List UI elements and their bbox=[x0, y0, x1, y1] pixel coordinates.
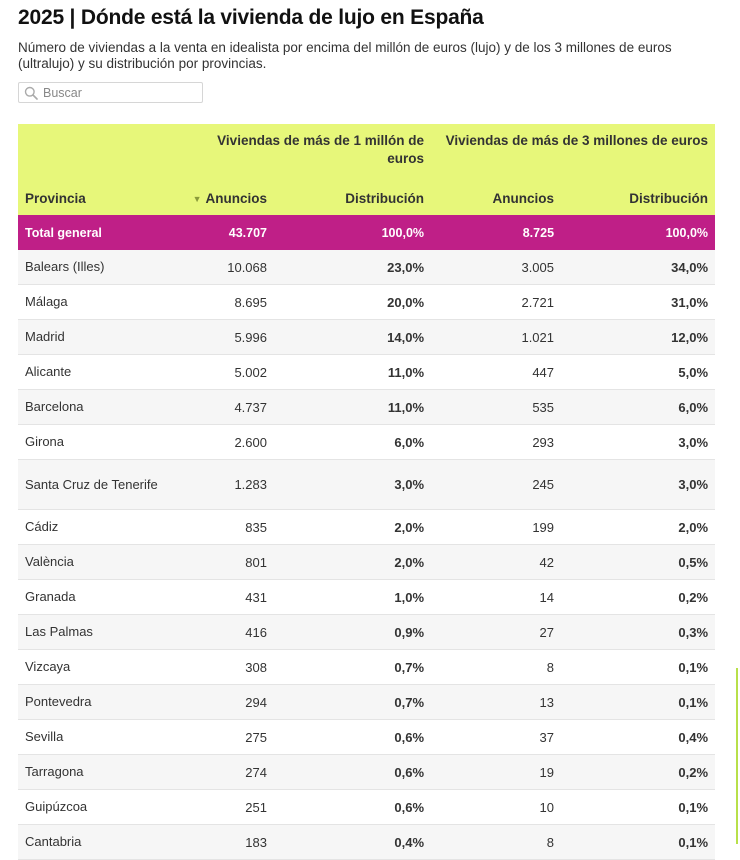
page-title: 2025 | Dónde está la vivienda de lujo en España bbox=[18, 6, 484, 29]
cell-distribucion-lujo: 0,6% bbox=[274, 755, 431, 790]
cell-distribucion-ultralujo: 0,1% bbox=[561, 650, 715, 685]
cell-anuncios-ultralujo: 1.021 bbox=[431, 320, 561, 355]
cell-distribucion-lujo: 0,7% bbox=[274, 650, 431, 685]
table-row bbox=[18, 720, 715, 755]
data-table bbox=[18, 124, 715, 860]
column-header-provincia[interactable]: Provincia bbox=[18, 182, 175, 215]
group-header-row bbox=[18, 124, 715, 182]
column-header-distribucion-ultralujo[interactable]: Distribución bbox=[561, 182, 715, 215]
cell-distribucion-ultralujo: 0,1% bbox=[561, 685, 715, 720]
cell-distribucion-ultralujo: 6,0% bbox=[561, 390, 715, 425]
cell-anuncios-ultralujo: 199 bbox=[431, 510, 561, 545]
cell-provincia: Granada bbox=[18, 580, 175, 615]
cell-anuncios-ultralujo: 535 bbox=[431, 390, 561, 425]
table-row bbox=[18, 425, 715, 460]
table-row bbox=[18, 545, 715, 580]
table-row bbox=[18, 320, 715, 355]
cell-provincia: Cantabria bbox=[18, 825, 175, 860]
column-header-row bbox=[18, 182, 715, 215]
sort-desc-icon: ▼ bbox=[192, 194, 202, 204]
cell-anuncios-ultralujo: 10 bbox=[431, 790, 561, 825]
table-row bbox=[18, 285, 715, 320]
scrollbar[interactable] bbox=[736, 668, 738, 844]
table-row bbox=[18, 755, 715, 790]
cell-distribucion-lujo: 0,6% bbox=[274, 790, 431, 825]
cell-anuncios-lujo: 294 bbox=[175, 685, 274, 720]
cell-anuncios-ultralujo: 13 bbox=[431, 685, 561, 720]
cell-anuncios-lujo: 416 bbox=[175, 615, 274, 650]
cell-provincia: Alicante bbox=[18, 355, 175, 390]
total-row bbox=[18, 215, 715, 250]
cell-provincia: Balears (Illes) bbox=[18, 250, 175, 285]
cell-provincia: Pontevedra bbox=[18, 685, 175, 720]
cell-anuncios-ultralujo: 245 bbox=[431, 460, 561, 510]
table-row bbox=[18, 825, 715, 860]
cell-anuncios-lujo: 275 bbox=[175, 720, 274, 755]
cell-provincia: Cádiz bbox=[18, 510, 175, 545]
cell-anuncios-ultralujo: 447 bbox=[431, 355, 561, 390]
cell-distribucion-lujo: 0,7% bbox=[274, 685, 431, 720]
cell-anuncios-ultralujo: 8 bbox=[431, 650, 561, 685]
cell-provincia: Barcelona bbox=[18, 390, 175, 425]
cell-provincia: Sevilla bbox=[18, 720, 175, 755]
cell-distribucion-lujo: 14,0% bbox=[274, 320, 431, 355]
table-row bbox=[18, 250, 715, 285]
cell-distribucion-lujo: 11,0% bbox=[274, 355, 431, 390]
table-row bbox=[18, 355, 715, 390]
cell-distribucion-ultralujo: 0,1% bbox=[561, 790, 715, 825]
cell-provincia: Santa Cruz de Tenerife bbox=[18, 460, 175, 510]
cell-anuncios-ultralujo: 19 bbox=[431, 755, 561, 790]
total-label: Total general bbox=[18, 215, 175, 250]
column-header-anuncios-lujo[interactable] bbox=[175, 182, 274, 215]
cell-distribucion-lujo: 2,0% bbox=[274, 510, 431, 545]
cell-distribucion-ultralujo: 0,3% bbox=[561, 615, 715, 650]
total-distribucion-lujo: 100,0% bbox=[274, 215, 431, 250]
cell-provincia: Girona bbox=[18, 425, 175, 460]
cell-distribucion-lujo: 23,0% bbox=[274, 250, 431, 285]
cell-distribucion-ultralujo: 5,0% bbox=[561, 355, 715, 390]
cell-distribucion-lujo: 1,0% bbox=[274, 580, 431, 615]
cell-anuncios-ultralujo: 8 bbox=[431, 825, 561, 860]
group-header-lujo: Viviendas de más de 1 millón de euros bbox=[175, 124, 431, 182]
cell-anuncios-ultralujo: 27 bbox=[431, 615, 561, 650]
cell-distribucion-lujo: 0,4% bbox=[274, 825, 431, 860]
cell-distribucion-lujo: 3,0% bbox=[274, 460, 431, 510]
table-row bbox=[18, 460, 715, 510]
cell-anuncios-lujo: 8.695 bbox=[175, 285, 274, 320]
cell-distribucion-lujo: 11,0% bbox=[274, 390, 431, 425]
cell-anuncios-lujo: 4.737 bbox=[175, 390, 274, 425]
cell-distribucion-ultralujo: 31,0% bbox=[561, 285, 715, 320]
cell-anuncios-lujo: 835 bbox=[175, 510, 274, 545]
cell-anuncios-ultralujo: 293 bbox=[431, 425, 561, 460]
table-row bbox=[18, 685, 715, 720]
cell-anuncios-ultralujo: 37 bbox=[431, 720, 561, 755]
cell-provincia: Guipúzcoa bbox=[18, 790, 175, 825]
cell-anuncios-ultralujo: 3.005 bbox=[431, 250, 561, 285]
cell-provincia: València bbox=[18, 545, 175, 580]
cell-distribucion-lujo: 0,6% bbox=[274, 720, 431, 755]
cell-anuncios-lujo: 1.283 bbox=[175, 460, 274, 510]
total-distribucion-ultralujo: 100,0% bbox=[561, 215, 715, 250]
cell-anuncios-lujo: 183 bbox=[175, 825, 274, 860]
cell-anuncios-lujo: 5.996 bbox=[175, 320, 274, 355]
cell-distribucion-lujo: 2,0% bbox=[274, 545, 431, 580]
cell-anuncios-lujo: 2.600 bbox=[175, 425, 274, 460]
cell-distribucion-ultralujo: 0,5% bbox=[561, 545, 715, 580]
cell-provincia: Tarragona bbox=[18, 755, 175, 790]
cell-distribucion-ultralujo: 0,4% bbox=[561, 720, 715, 755]
cell-distribucion-lujo: 0,9% bbox=[274, 615, 431, 650]
cell-distribucion-lujo: 6,0% bbox=[274, 425, 431, 460]
cell-provincia: Málaga bbox=[18, 285, 175, 320]
table-row bbox=[18, 580, 715, 615]
cell-anuncios-lujo: 274 bbox=[175, 755, 274, 790]
search-input[interactable] bbox=[43, 84, 198, 101]
table-row bbox=[18, 615, 715, 650]
cell-distribucion-lujo: 20,0% bbox=[274, 285, 431, 320]
search-icon bbox=[24, 86, 38, 100]
table-row bbox=[18, 510, 715, 545]
cell-distribucion-ultralujo: 12,0% bbox=[561, 320, 715, 355]
cell-anuncios-lujo: 308 bbox=[175, 650, 274, 685]
cell-anuncios-ultralujo: 42 bbox=[431, 545, 561, 580]
table-row bbox=[18, 790, 715, 825]
cell-anuncios-ultralujo: 14 bbox=[431, 580, 561, 615]
cell-anuncios-lujo: 431 bbox=[175, 580, 274, 615]
table-row bbox=[18, 390, 715, 425]
group-header-empty bbox=[18, 124, 175, 182]
column-header-distribucion-lujo[interactable]: Distribución bbox=[274, 182, 431, 215]
cell-distribucion-ultralujo: 3,0% bbox=[561, 460, 715, 510]
cell-distribucion-ultralujo: 2,0% bbox=[561, 510, 715, 545]
page-subtitle: Número de viviendas a la venta en idealista por encima del millón de euros (lujo) y de los 3 millones de euros (ultralujo) y su distribución por provincias. bbox=[18, 40, 672, 71]
cell-provincia: Madrid bbox=[18, 320, 175, 355]
cell-anuncios-lujo: 251 bbox=[175, 790, 274, 825]
cell-anuncios-lujo: 801 bbox=[175, 545, 274, 580]
column-header-label: Anuncios bbox=[205, 191, 267, 206]
cell-anuncios-lujo: 5.002 bbox=[175, 355, 274, 390]
column-header-anuncios-ultralujo[interactable]: Anuncios bbox=[431, 182, 561, 215]
cell-distribucion-ultralujo: 0,1% bbox=[561, 825, 715, 860]
total-anuncios-lujo: 43.707 bbox=[175, 215, 274, 250]
table-row bbox=[18, 650, 715, 685]
cell-distribucion-ultralujo: 3,0% bbox=[561, 425, 715, 460]
cell-distribucion-ultralujo: 0,2% bbox=[561, 580, 715, 615]
cell-distribucion-ultralujo: 0,2% bbox=[561, 755, 715, 790]
cell-provincia: Las Palmas bbox=[18, 615, 175, 650]
search-box[interactable] bbox=[18, 82, 203, 103]
group-header-ultralujo: Viviendas de más de 3 millones de euros bbox=[431, 124, 715, 182]
cell-provincia: Vizcaya bbox=[18, 650, 175, 685]
cell-anuncios-lujo: 10.068 bbox=[175, 250, 274, 285]
cell-distribucion-ultralujo: 34,0% bbox=[561, 250, 715, 285]
total-anuncios-ultralujo: 8.725 bbox=[431, 215, 561, 250]
cell-anuncios-ultralujo: 2.721 bbox=[431, 285, 561, 320]
